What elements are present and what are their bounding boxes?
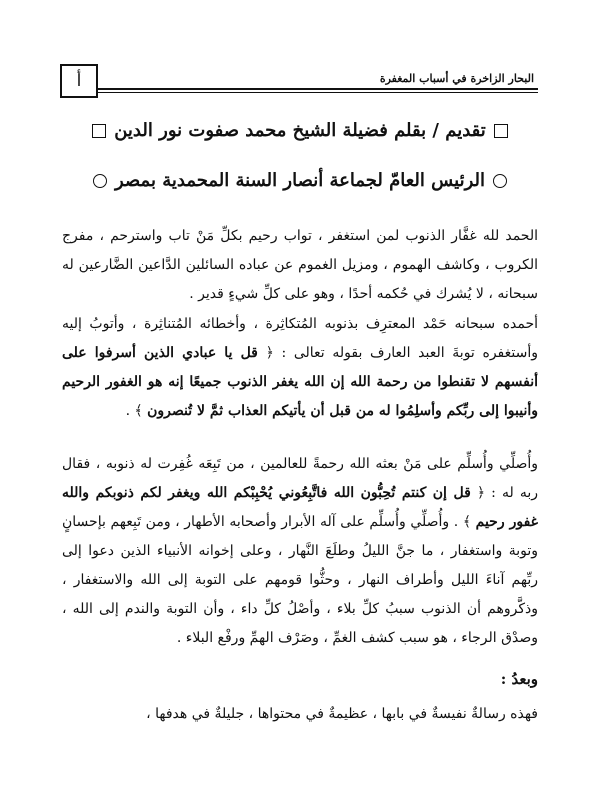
paragraph-praise: الحمد لله غفَّار الذنوب لمن استغفر ، تواب رحيم بكلِّ مَنْ تاب واسترحم ، مفرج الكروب ، وكاشف الهموم ، ومزيل الغموم عن عباده السائلين الدَّاعين الضَّارعين له سبحانه ، لا يُشرك في حُكمه أحدًا ، وهو على كلِّ شيءٍ قدير . [62, 228, 538, 302]
paragraph-repentance [62, 310, 538, 426]
header-rule-thin [98, 92, 538, 93]
circle-bullet-icon [493, 174, 507, 188]
verse-close: ﴾ . [125, 403, 143, 419]
section-heading: وبعدُ : [500, 670, 538, 688]
title-position-text: الرئيس العامّ لجماعة أنصار السنة المحمدية بمصر [115, 170, 485, 191]
header-rule [98, 88, 538, 90]
page-number-box [60, 64, 98, 98]
square-bullet-icon [92, 124, 106, 138]
paragraph-intro-risala: فهذه رسالةٌ نفيسةٌ في بابها ، عظيمةٌ في محتواها ، جليلةٌ في هدفها ، [146, 706, 538, 722]
circle-bullet-icon [93, 174, 107, 188]
title-line-position [75, 170, 525, 191]
paragraph-text: وأُصلِّي وأُسلِّم على مَنْ بعثه الله رحمةً للعالمين ، من تَبِعَه غُفِرت له ذنوبه ، فقال ربه له : ﴿ [62, 456, 538, 501]
page-number: أ [76, 71, 82, 91]
paragraph-text: ﴾ . وأُصلِّي وأُسلِّم على آله الأبرار وأصحابه الأطهار ، ومن تَبِعهم بإحسانٍ وتوبة واستغفار ، ما جنَّ الليلُ وطلَعَ النَّهار ، وعلى إخوانه الأنبياء الذين دعوا إلى ربِّهم آناءَ الليل وأطراف النهار ، وحثُّوا قومهم على التوبة إلى الله والاستغفار ، وذكَّروهم أن الذنوب سببُ كلِّ بلاء ، وأصْلُ كلِّ داء ، وأن التوبة والندم إلى الله ، وصدْق الرجاء ، هو سبب كشف الغمِّ ، وصَرْف الهمِّ ورفْع البلاء . [62, 514, 538, 646]
paragraph-salutation [62, 450, 538, 653]
title-author-text: تقديم / بقلم فضيلة الشيخ محمد صفوت نور الدين [114, 120, 486, 141]
title-line-author [75, 120, 525, 141]
page-header [60, 64, 538, 100]
square-bullet-icon [494, 124, 508, 138]
quran-verse: قل إن كنتم تُحِبُّون الله فاتَّبِعُوني يُحْبِبْكم الله ويغفر لكم ذنوبكم والله غفور رحيم [62, 485, 538, 530]
running-title: البحار الزاخرة في أسباب المغفرة [379, 72, 534, 85]
paragraph-text: أحمده سبحانه حَمْد المعترِف بذنوبه المُتكاثِرة ، وأخطائه المُتناثِرة ، وأتوبُ إليه وأستغفره توبةَ العبد العارف بقوله تعالى : ﴿ [62, 316, 539, 361]
quran-verse: قل يا عبادي الذين أسرفوا على أنفسهم لا تقنطوا من رحمة الله إن الله يغفر الذنوب جميعًا إنه هو الغفور الرحيم وأنيبوا إلى ربِّكم وأسلِمُوا له من قبل أن يأتيكم العذاب ثمَّ لا تُنصرون [62, 345, 538, 419]
